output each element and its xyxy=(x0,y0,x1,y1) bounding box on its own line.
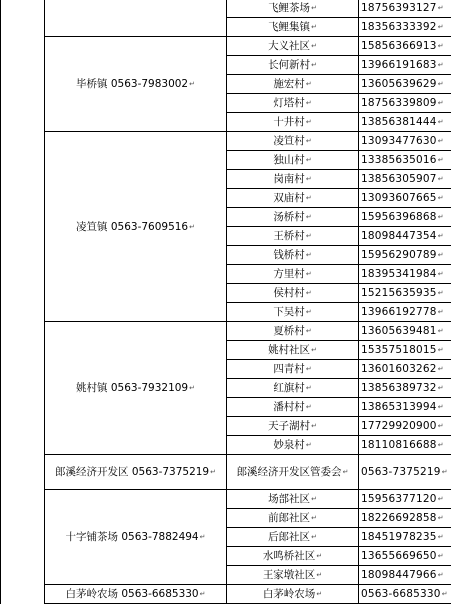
phone-cell xyxy=(359,246,451,265)
village-cell-text: 王桥村 xyxy=(273,230,305,242)
village-cell xyxy=(227,547,359,566)
phone-cell-text: 18098447354 xyxy=(361,230,437,242)
village-cell xyxy=(227,322,359,341)
paragraph-mark-icon: ↵ xyxy=(199,533,206,541)
village-cell-text: 十井村 xyxy=(273,116,305,128)
phone-cell-text: 18756339809 xyxy=(361,97,437,109)
village-cell-text: 侯村村 xyxy=(273,287,305,299)
paragraph-mark-icon: ↵ xyxy=(305,308,312,316)
paragraph-mark-icon: ↵ xyxy=(311,61,317,69)
phone-cell-text: 18451978235 xyxy=(361,531,437,543)
village-cell xyxy=(227,417,359,436)
phone-cell xyxy=(359,509,451,528)
village-cell-text: 方里村 xyxy=(273,268,305,280)
town-cell xyxy=(45,322,227,455)
paragraph-mark-icon: ↵ xyxy=(199,590,206,598)
phone-cell xyxy=(359,303,451,322)
village-cell xyxy=(227,436,359,455)
village-cell xyxy=(227,208,359,227)
phone-cell-text: 13093607665 xyxy=(361,192,437,204)
paragraph-mark-icon: ↵ xyxy=(305,403,312,411)
phone-cell xyxy=(359,547,451,566)
paragraph-mark-icon: ↵ xyxy=(316,571,323,579)
town-cell xyxy=(45,455,227,490)
paragraph-mark-icon: ↵ xyxy=(311,346,317,354)
village-cell xyxy=(227,303,359,322)
paragraph-mark-icon: ↵ xyxy=(437,213,444,221)
village-cell xyxy=(227,341,359,360)
phone-cell-text: 0563-7375219 xyxy=(361,466,441,478)
town-phone: 0563-7983002 xyxy=(110,78,189,90)
paragraph-mark-icon: ↵ xyxy=(437,61,444,69)
phone-cell-text: 18356333392 xyxy=(361,21,437,33)
phone-cell xyxy=(359,284,451,303)
village-cell xyxy=(227,94,359,113)
phone-cell xyxy=(359,417,451,436)
table-row xyxy=(1,455,451,490)
phone-cell-text: 0563-6685330 xyxy=(361,588,441,600)
paragraph-mark-icon: ↵ xyxy=(441,468,448,476)
phone-cell xyxy=(359,528,451,547)
phone-cell-text: 13605639481 xyxy=(361,325,437,337)
phone-cell xyxy=(359,18,451,37)
paragraph-mark-icon: ↵ xyxy=(437,571,444,579)
village-cell xyxy=(227,265,359,284)
village-cell xyxy=(227,509,359,528)
paragraph-mark-icon: ↵ xyxy=(437,232,444,240)
paragraph-mark-icon: ↵ xyxy=(305,327,312,335)
village-cell-text: 白茅岭农场 xyxy=(262,588,316,600)
phone-cell-text: 18756393127 xyxy=(361,2,437,14)
paragraph-mark-icon: ↵ xyxy=(305,270,312,278)
table-row xyxy=(1,490,451,509)
phone-cell-text: 13605639629 xyxy=(361,78,437,90)
village-cell xyxy=(227,379,359,398)
paragraph-mark-icon: ↵ xyxy=(305,118,312,126)
paragraph-mark-icon: ↵ xyxy=(437,365,444,373)
paragraph-mark-icon: ↵ xyxy=(189,80,195,88)
village-cell xyxy=(227,113,359,132)
table-row xyxy=(1,322,451,341)
paragraph-mark-icon: ↵ xyxy=(437,23,444,31)
paragraph-mark-icon: ↵ xyxy=(441,590,448,598)
phone-cell xyxy=(359,208,451,227)
town-name: 郎溪经济开发区 xyxy=(55,466,129,478)
paragraph-mark-icon: ↵ xyxy=(437,441,444,449)
town-cell xyxy=(45,132,227,322)
phone-cell xyxy=(359,585,451,604)
paragraph-mark-icon: ↵ xyxy=(437,118,444,126)
phone-cell-text: 15357518015 xyxy=(361,344,437,356)
phone-cell xyxy=(359,0,451,18)
village-cell xyxy=(227,37,359,56)
village-cell-text: 前郎社区 xyxy=(268,512,311,524)
village-cell xyxy=(227,56,359,75)
village-cell-text: 双庙村 xyxy=(273,192,305,204)
phone-cell-text: 15956396868 xyxy=(361,211,437,223)
phone-cell xyxy=(359,75,451,94)
village-cell-text: 红旗村 xyxy=(273,382,305,394)
phone-cell xyxy=(359,379,451,398)
phone-cell-text: 13093477630 xyxy=(361,135,437,147)
village-cell xyxy=(227,18,359,37)
village-cell-text: 飞鲤茶场 xyxy=(268,2,311,14)
phone-cell xyxy=(359,56,451,75)
village-cell-text: 汤桥村 xyxy=(273,211,305,223)
paragraph-mark-icon: ↵ xyxy=(189,384,195,392)
village-cell xyxy=(227,455,359,490)
phone-cell-text: 18110816688 xyxy=(361,439,437,451)
phone-cell xyxy=(359,94,451,113)
village-cell-text: 妙泉村 xyxy=(273,439,305,451)
village-cell-text: 夏桥村 xyxy=(273,325,305,337)
phone-cell xyxy=(359,37,451,56)
contact-table-body xyxy=(1,0,451,604)
phone-cell xyxy=(359,360,451,379)
town-phone: 0563-7882494 xyxy=(121,531,199,543)
paragraph-mark-icon: ↵ xyxy=(305,99,312,107)
paragraph-mark-icon: ↵ xyxy=(437,533,444,541)
paragraph-mark-icon: ↵ xyxy=(316,590,323,598)
town-name: 毕桥镇 xyxy=(76,78,108,90)
paragraph-mark-icon: ↵ xyxy=(437,42,444,50)
phone-cell xyxy=(359,265,451,284)
phone-cell xyxy=(359,189,451,208)
paragraph-mark-icon: ↵ xyxy=(342,467,349,476)
town-phone: 0563-7375219 xyxy=(131,466,210,478)
town-name: 十字铺茶场 xyxy=(65,531,118,543)
phone-cell-text: 13655669650 xyxy=(361,550,437,562)
phone-cell-text: 18098447966 xyxy=(361,569,437,581)
paragraph-mark-icon: ↵ xyxy=(305,289,312,297)
village-cell xyxy=(227,246,359,265)
village-cell-text: 灯塔村 xyxy=(273,97,305,109)
phone-cell-text: 18226692858 xyxy=(361,512,437,524)
village-cell-text: 独山村 xyxy=(273,154,305,166)
phone-cell xyxy=(359,322,451,341)
phone-cell-text: 13385635016 xyxy=(361,154,437,166)
town-phone: 0563-7609516 xyxy=(110,220,189,233)
paragraph-mark-icon: ↵ xyxy=(311,514,317,522)
phone-cell-text: 13856389732 xyxy=(361,382,437,394)
village-cell-text: 大义社区 xyxy=(268,40,311,52)
village-cell-text: 天子湖村 xyxy=(268,420,311,432)
village-cell-text: 四青村 xyxy=(273,363,305,375)
town-cell xyxy=(45,585,227,604)
phone-cell-text: 13856381444 xyxy=(361,116,437,128)
paragraph-mark-icon: ↵ xyxy=(305,156,312,164)
table-row xyxy=(1,585,451,604)
village-cell xyxy=(227,360,359,379)
phone-cell-text: 13966191683 xyxy=(361,59,437,71)
village-cell-text: 下吴村 xyxy=(273,306,305,318)
village-cell-text: 长何新村 xyxy=(268,59,311,71)
village-cell xyxy=(227,75,359,94)
paragraph-mark-icon: ↵ xyxy=(305,365,312,373)
paragraph-mark-icon: ↵ xyxy=(437,80,444,88)
village-cell-text: 场部社区 xyxy=(268,493,311,505)
paragraph-mark-icon: ↵ xyxy=(437,422,444,430)
phone-cell-text: 15215635935 xyxy=(361,287,437,299)
town-cell xyxy=(45,490,227,585)
phone-cell xyxy=(359,132,451,151)
paragraph-mark-icon: ↵ xyxy=(437,327,444,335)
paragraph-mark-icon: ↵ xyxy=(311,23,317,31)
village-cell xyxy=(227,566,359,585)
village-cell xyxy=(227,189,359,208)
phone-cell-text: 18395341984 xyxy=(361,268,437,280)
village-cell xyxy=(227,132,359,151)
town-cell xyxy=(45,37,227,132)
phone-cell-text: 13966192778 xyxy=(361,306,437,318)
village-cell-text: 郎溪经济开发区管委会 xyxy=(236,465,342,478)
village-cell xyxy=(227,170,359,189)
table-row xyxy=(1,37,451,56)
phone-cell xyxy=(359,341,451,360)
table-row xyxy=(1,132,451,151)
phone-cell xyxy=(359,455,451,490)
paragraph-mark-icon: ↵ xyxy=(305,251,312,259)
village-cell-text: 后郎社区 xyxy=(268,531,311,543)
town-name: 姚村镇 xyxy=(76,382,108,394)
paragraph-mark-icon: ↵ xyxy=(437,384,444,392)
phone-cell xyxy=(359,436,451,455)
paragraph-mark-icon: ↵ xyxy=(437,514,444,522)
paragraph-mark-icon: ↵ xyxy=(311,495,317,503)
paragraph-mark-icon: ↵ xyxy=(305,194,312,202)
paragraph-mark-icon: ↵ xyxy=(311,533,317,541)
paragraph-mark-icon: ↵ xyxy=(210,468,216,476)
paragraph-mark-icon: ↵ xyxy=(437,403,444,411)
village-cell-text: 施宏村 xyxy=(273,78,305,90)
village-cell xyxy=(227,585,359,604)
phone-cell-text: 17729920900 xyxy=(361,420,437,432)
village-cell-text: 凌笪村 xyxy=(273,135,305,147)
village-cell-text: 水鸣桥社区 xyxy=(262,550,316,562)
phone-cell-text: 15856366913 xyxy=(361,40,437,52)
paragraph-mark-icon: ↵ xyxy=(311,4,317,12)
phone-cell xyxy=(359,113,451,132)
paragraph-mark-icon: ↵ xyxy=(305,80,312,88)
paragraph-mark-icon: ↵ xyxy=(437,175,444,183)
phone-cell xyxy=(359,566,451,585)
phone-cell xyxy=(359,227,451,246)
village-cell xyxy=(227,0,359,18)
paragraph-mark-icon: ↵ xyxy=(437,346,444,354)
paragraph-mark-icon: ↵ xyxy=(437,289,444,297)
paragraph-mark-icon: ↵ xyxy=(437,251,444,259)
paragraph-mark-icon: ↵ xyxy=(311,42,317,50)
paragraph-mark-icon: ↵ xyxy=(305,232,312,240)
paragraph-mark-icon: ↵ xyxy=(437,156,444,164)
town-phone: 0563-6685330 xyxy=(121,588,199,600)
phone-cell-text: 13856305907 xyxy=(361,173,437,185)
paragraph-mark-icon: ↵ xyxy=(305,384,312,392)
left-margin-column xyxy=(1,0,45,604)
town-phone: 0563-7932109 xyxy=(110,382,189,394)
phone-cell xyxy=(359,398,451,417)
paragraph-mark-icon: ↵ xyxy=(305,175,312,183)
phone-cell xyxy=(359,170,451,189)
paragraph-mark-icon: ↵ xyxy=(437,308,444,316)
town-name: 凌笪镇 xyxy=(76,220,108,233)
table-row xyxy=(1,0,451,18)
village-cell xyxy=(227,227,359,246)
town-cell-continued xyxy=(45,0,227,37)
village-cell-text: 王家墩社区 xyxy=(262,569,316,581)
town-name: 白茅岭农场 xyxy=(65,588,118,600)
paragraph-mark-icon: ↵ xyxy=(437,99,444,107)
village-cell-text: 飞鲤集镇 xyxy=(268,21,311,33)
paragraph-mark-icon: ↵ xyxy=(316,552,323,560)
paragraph-mark-icon: ↵ xyxy=(305,137,312,145)
phone-cell-text: 15956377120 xyxy=(361,493,437,505)
phone-cell xyxy=(359,151,451,170)
paragraph-mark-icon: ↵ xyxy=(305,213,312,221)
village-cell xyxy=(227,284,359,303)
phone-cell xyxy=(359,490,451,509)
paragraph-mark-icon: ↵ xyxy=(437,194,444,202)
village-cell xyxy=(227,398,359,417)
paragraph-mark-icon: ↵ xyxy=(311,422,317,430)
phone-cell-text: 15956290789 xyxy=(361,249,437,261)
village-cell-text: 姚村社区 xyxy=(268,344,311,356)
village-cell xyxy=(227,151,359,170)
village-cell xyxy=(227,490,359,509)
paragraph-mark-icon: ↵ xyxy=(437,495,444,503)
phone-cell-text: 13601603262 xyxy=(361,363,437,375)
paragraph-mark-icon: ↵ xyxy=(437,137,444,145)
paragraph-mark-icon: ↵ xyxy=(437,552,444,560)
paragraph-mark-icon: ↵ xyxy=(189,222,195,231)
village-cell-text: 潘村村 xyxy=(273,401,305,413)
village-cell-text: 岗南村 xyxy=(273,173,305,185)
phone-cell-text: 13865313994 xyxy=(361,401,437,413)
paragraph-mark-icon: ↵ xyxy=(305,441,312,449)
paragraph-mark-icon: ↵ xyxy=(437,270,444,278)
village-cell-text: 钱桥村 xyxy=(273,249,305,261)
village-cell xyxy=(227,528,359,547)
paragraph-mark-icon: ↵ xyxy=(437,4,444,12)
